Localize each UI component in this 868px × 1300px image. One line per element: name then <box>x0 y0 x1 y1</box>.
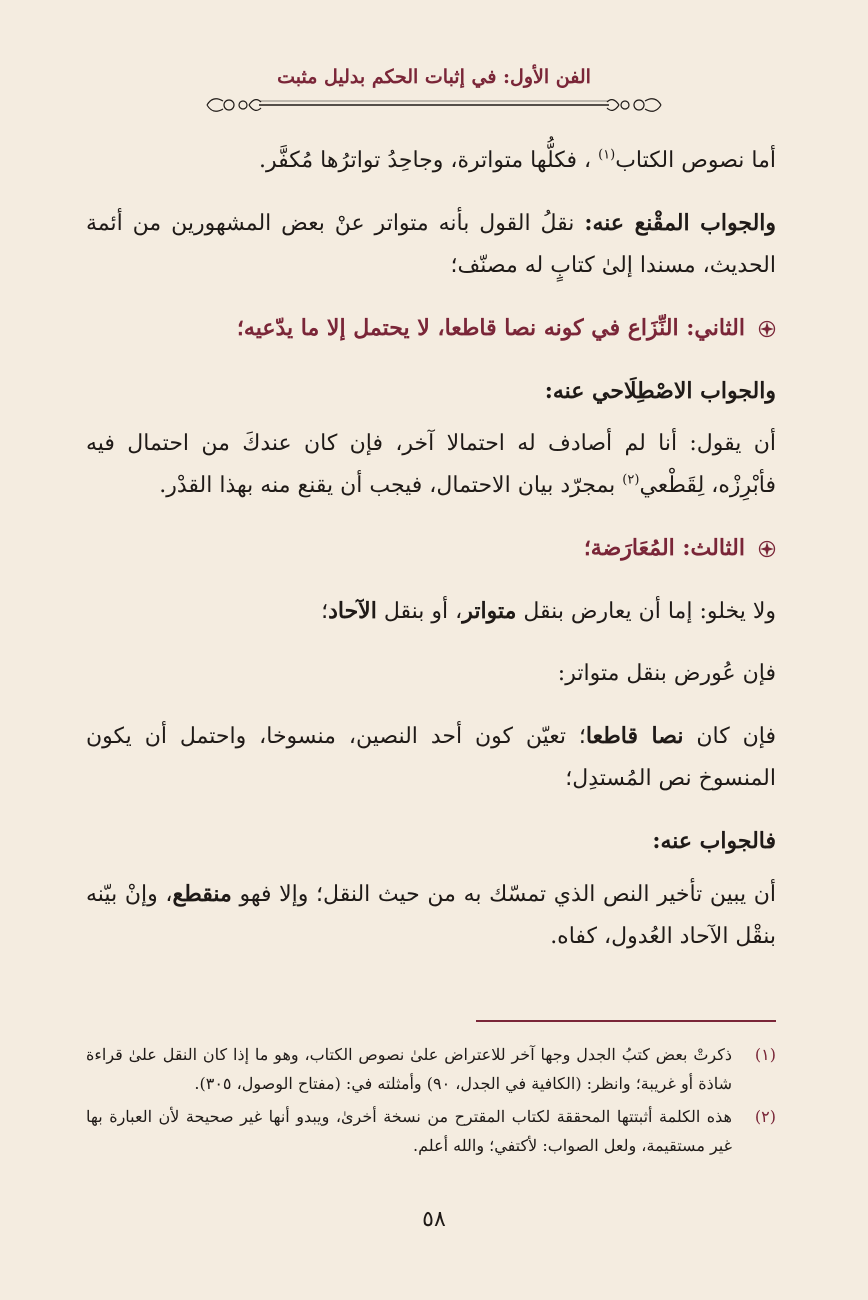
paragraph: فإن عُورض بنقل متواتر: <box>557 661 776 686</box>
paragraph: ولا يخلو: إما أن يعارض بنقل متواتر، أو بنقل الآحاد؛ <box>321 598 776 624</box>
footnote-separator <box>476 1020 776 1022</box>
rosette-bullet-icon <box>758 320 776 338</box>
answer-label: فالجواب عنه: <box>652 828 776 854</box>
paragraph: أن يبين تأخير النص الذي تمسّك به من حيث النقل؛ وإلا فهو منقطع، وإنْ بيّنه بنقْل الآحاد العُدول، كفاه. <box>86 881 776 949</box>
page-number: ٥٨ <box>422 1207 446 1232</box>
running-title: الفن الأول: في إثبات الحكم بدليل مثبت <box>277 66 591 88</box>
paragraph <box>86 820 776 863</box>
section-heading: الثالث: المُعَارَضة؛ <box>86 527 776 570</box>
main-text <box>86 140 776 978</box>
footnote-ref[interactable]: (٢) <box>622 472 640 488</box>
footnote: (٢) هذه الكلمة أثبتتها المحققة لكتاب المقترح من نسخة أخرىٰ، ويبدو أنها غير صحيحة لأن العبارة بها غير مستقيمة، ولعل الصواب: لأكتفي؛ والله أعلم. <box>86 1102 776 1160</box>
answer-label: والجواب المقْنع عنه: <box>584 210 777 236</box>
page-header <box>0 62 868 118</box>
section-heading: الثاني: النِّزَاع في كونه نصا قاطعا، لا يحتمل إلا ما يدّعيه؛ <box>86 307 776 350</box>
paragraph: أما نصوص الكتاب$^{(١)}$ ، فكلُّها متواترة، وجاحِدُ تواترُها مُكفَّر. <box>258 147 776 173</box>
footnotes <box>86 1040 776 1164</box>
paragraph: والجواب المقْنع عنه: نقلُ القول بأنه متواتر عنْ بعض المشهورين من أئمة الحديث، مسندا إلىٰ كتابٍ له مصنّف؛ <box>86 210 777 278</box>
footnote-ref[interactable]: (١) <box>598 147 616 163</box>
footnote-number: (٢) <box>754 1107 776 1126</box>
rosette-bullet-icon <box>758 540 776 558</box>
footnote-number: (١) <box>754 1045 776 1064</box>
paragraph <box>86 370 776 413</box>
paragraph: أن يقول: أنا لم أصادف له احتمالا آخر، فإن كان عندكَ من احتمال فيه فأبْرِزْه، لِقَطْعي$^{(٢)}$ بمجرّد بيان الاحتمال، فيجب أن يقنع منه بهذا القدْر. <box>86 431 776 498</box>
answer-label: والجواب الاصْطِلَاحي عنه: <box>544 378 776 404</box>
footnote: (١) ذكرتْ بعض كتبُ الجدل وجها آخر للاعتراض علىٰ نصوص الكتاب، وهو ما إذا كان النقل علىٰ قراءة شاذة أو غريبة؛ وانظر: (الكافية في الجدل، ٩٠) وأمثلته في: (مفتاح الوصول، ٣٠٥). <box>86 1040 776 1098</box>
paragraph: فإن كان نصا قاطعا؛ تعيّن كون أحد النصين، منسوخا، واحتمل أن يكون المنسوخ نص المُستدِل؛ <box>86 723 776 791</box>
scroll-ornament-icon <box>199 92 669 118</box>
